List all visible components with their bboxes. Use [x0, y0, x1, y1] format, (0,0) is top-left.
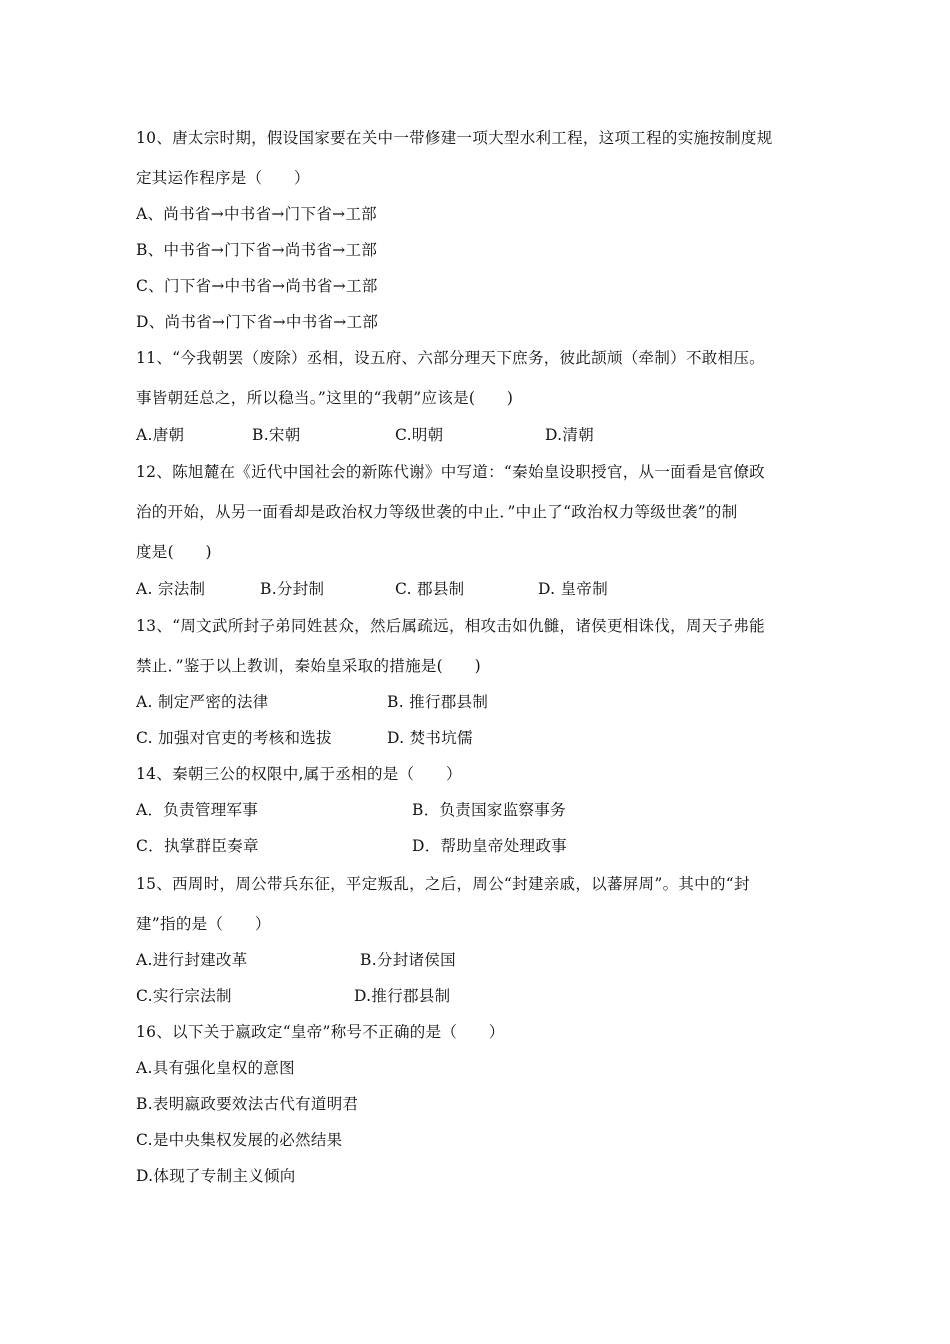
question-text: 16、以下关于嬴政定“皇帝”称号不正确的是（ ）	[136, 1023, 505, 1041]
option-d: D. 皇帝制	[538, 580, 609, 598]
option-a: A. 宗法制	[136, 580, 206, 598]
option-a: A、尚书省→中书省→门下省→工部	[136, 205, 377, 223]
option-b: B.宋朝	[252, 426, 301, 444]
question-text: 定其运作程序是（ ）	[136, 169, 310, 187]
option-a: A.唐朝	[136, 426, 185, 444]
question-text: 15、西周时，周公带兵东征，平定叛乱，之后，周公“封建亲戚，以蕃屏周”。其中的“封	[136, 875, 750, 893]
question-text: 禁止．”鉴于以上教训，秦始皇采取的措施是( )	[136, 657, 481, 675]
question-text: 度是( )	[136, 543, 212, 561]
option-c: C.明朝	[395, 426, 444, 444]
option-a: A．负责管理军事	[136, 801, 259, 819]
option-c: C.实行宗法制	[136, 987, 232, 1005]
option-c: C.是中央集权发展的必然结果	[136, 1131, 343, 1149]
option-a: A. 制定严密的法律	[136, 693, 269, 711]
option-c: C．执掌群臣奏章	[136, 837, 259, 855]
option-d: D. 焚书坑儒	[387, 729, 473, 747]
option-b: B、中书省→门下省→尚书省→工部	[136, 241, 378, 259]
question-text: 13、“周文武所封子弟同姓甚众，然后属疏远，相攻击如仇雠，诸侯更相诛伐，周天子弗能	[136, 617, 765, 635]
option-b: B.表明嬴政要效法古代有道明君	[136, 1095, 359, 1113]
question-text: 14、秦朝三公的权限中,属于丞相的是（ ）	[136, 765, 462, 783]
question-text: 建”指的是（ ）	[136, 915, 271, 933]
option-d: D.推行郡县制	[354, 987, 451, 1005]
question-text: 事皆朝廷总之，所以稳当。”这里的“我朝”应该是( )	[136, 389, 514, 407]
option-d: D．帮助皇帝处理政事	[412, 837, 567, 855]
option-a: A.进行封建改革	[136, 951, 248, 969]
option-d: D.清朝	[545, 426, 595, 444]
question-text: 12、陈旭麓在《近代中国社会的新陈代谢》中写道：“秦始皇设职授官，从一面看是官僚政	[136, 463, 765, 481]
option-c: C. 郡县制	[395, 580, 465, 598]
question-text: 11、“今我朝罢（废除）丞相，设五府、六部分理天下庶务，彼此颉颃（牵制）不敢相压。	[136, 349, 765, 367]
option-b: B．负责国家监察事务	[412, 801, 566, 819]
option-d: D、尚书省→门下省→中书省→工部	[136, 313, 379, 331]
option-a: A.具有强化皇权的意图	[136, 1059, 295, 1077]
option-c: C. 加强对官吏的考核和选拔	[136, 729, 332, 747]
option-d: D.体现了专制主义倾向	[136, 1167, 296, 1185]
option-b: B.分封制	[260, 580, 325, 598]
question-text: 治的开始，从另一面看却是政治权力等级世袭的中止．”中止了“政治权力等级世袭”的制	[136, 503, 738, 521]
option-c: C、门下省→中书省→尚书省→工部	[136, 277, 378, 295]
option-b: B.分封诸侯国	[360, 951, 456, 969]
question-text: 10、唐太宗时期，假设国家要在关中一带修建一项大型水利工程，这项工程的实施按制度规	[136, 129, 773, 147]
option-b: B. 推行郡县制	[387, 693, 489, 711]
